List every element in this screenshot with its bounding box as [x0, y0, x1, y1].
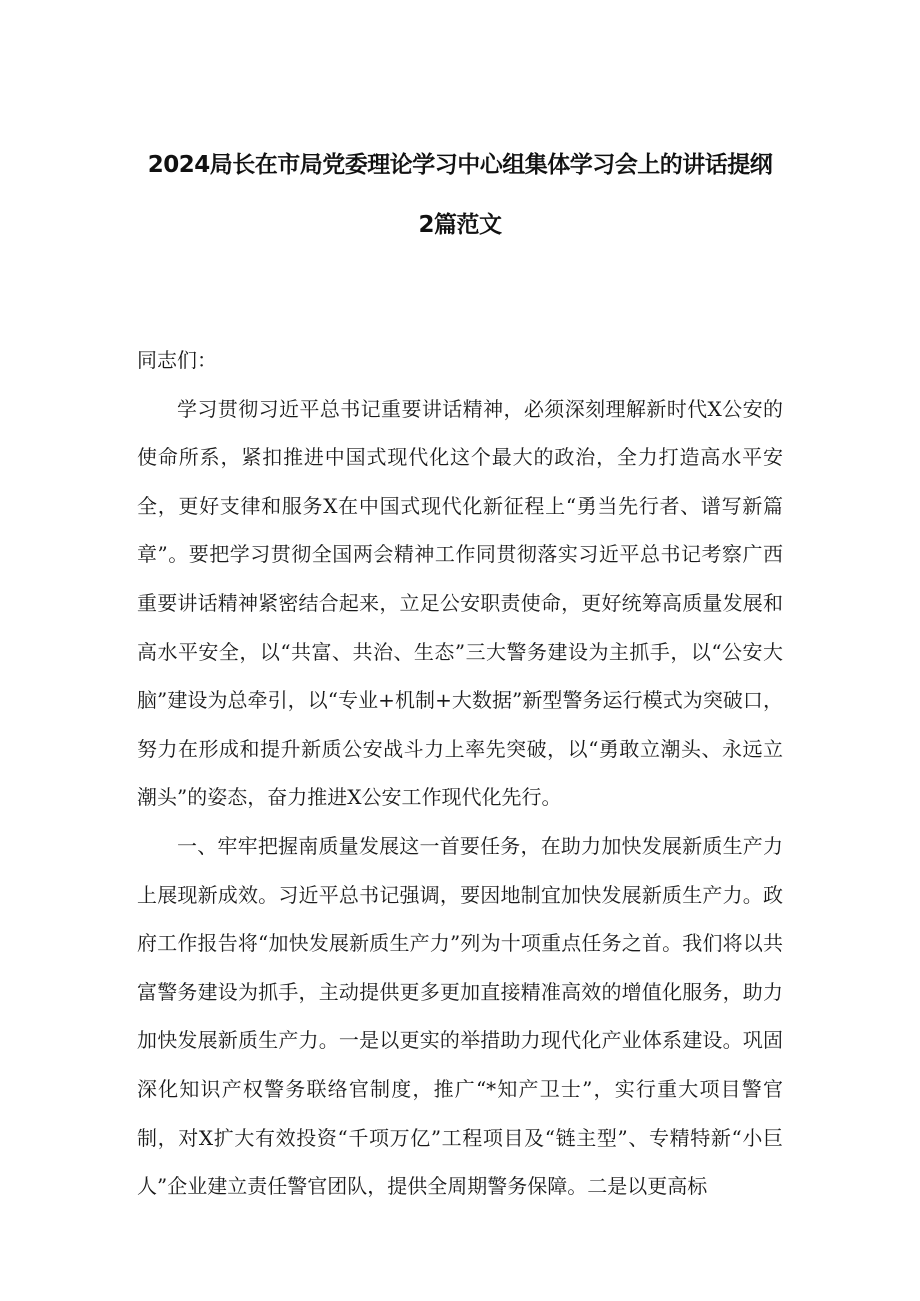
paragraph-section-one: 一、牢牢把握南质量发展这一首要任务，在助力加快发展新质生产力上展现新成效。习近平总书记强调，要因地制宜加快发展新质生产力。政府工作报告将“加快发展新质生产力”列为十项重点任务之首。我们将以共富警务建设为抓手，主动提供更多更加直接精准高效的增值化服务，助力加快发展新质生产力。一是以更实的举措助力现代化产业体系建设。巩固深化知识产权警务联络官制度，推广“*知产卫士”，实行重大项目警官制，对X扩大有效投资“千项万亿”工程项目及“链主型”、专精特新“小巨人”企业建立责任警官团队，提供全周期警务保障。二是以更高标 [137, 833, 783, 1199]
document-title-line-1: 2024局长在市局党委理论学习中心组集体学习会上的讲话提纲 [147, 152, 773, 178]
document-body [137, 336, 783, 1211]
salutation: 同志们： [137, 348, 217, 372]
paragraph-intro: 学习贯彻习近平总书记重要讲话精神，必须深刻理解新时代X公安的使命所系，紧扣推进中国式现代化这个最大的政治，全力打造高水平安全，更好支律和服务X在中国式现代化新征程上“勇当先行者、谱写新篇章”。要把学习贯彻全国两会精神工作同贯彻落实习近平总书记考察广西重要讲话精神紧密结合起来，立足公安职责使命，更好统筹高质量发展和高水平安全，以“共富、共治、生态”三大警务建设为主抓手，以“公安大脑”建设为总牵引，以“专业+机制+大数据”新型警务运行模式为突破口，努力在形成和提升新质公安战斗力上率先突破，以“勇敢立潮头、永远立潮头”的姿态，奋力推进X公安工作现代化先行。 [137, 396, 783, 810]
document-title-line-2: 2篇范文 [418, 212, 502, 238]
